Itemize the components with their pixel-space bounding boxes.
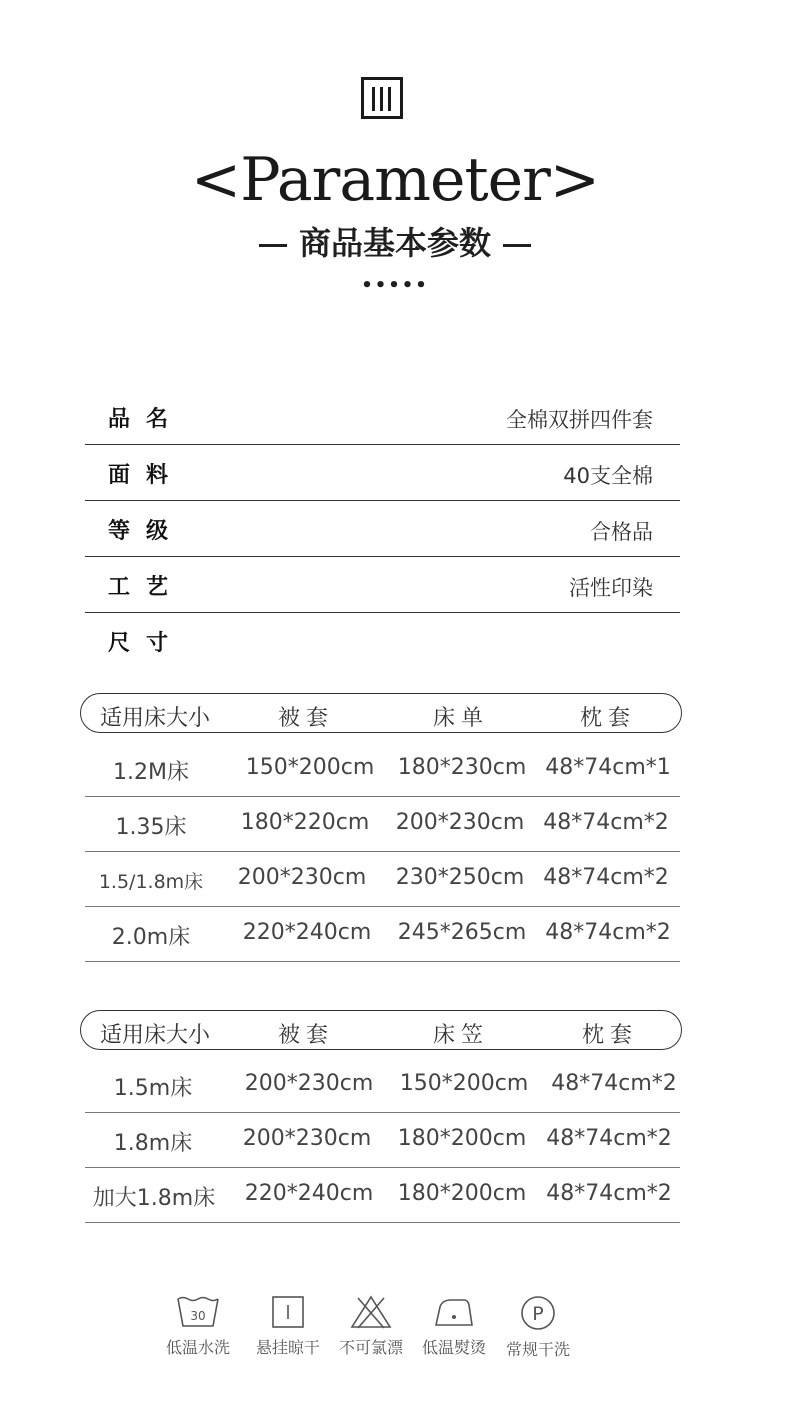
param-value: 合格品 <box>590 520 653 544</box>
care-wash-30 <box>158 1295 238 1358</box>
size-table-2-header <box>80 1010 682 1050</box>
page-title-cn <box>0 220 790 266</box>
pillowcase-cell: 48*74cm*2 <box>543 810 669 835</box>
bed-size-cell: 2.0m床 <box>111 925 191 950</box>
table-row <box>85 852 680 907</box>
column-header: 枕套 <box>579 706 636 731</box>
dry-clean-p-icon <box>515 1295 561 1331</box>
duvet-cell: 220*240cm <box>242 920 372 945</box>
param-row-size <box>85 614 680 669</box>
low-iron-icon <box>431 1295 477 1329</box>
care-label: 常规干洗 <box>505 1340 570 1359</box>
param-row-craft <box>85 558 680 613</box>
pillowcase-cell: 48*74cm*2 <box>551 1071 677 1096</box>
pillowcase-cell: 48*74cm*2 <box>545 920 671 945</box>
logo-icon <box>361 77 403 119</box>
page-title-en: <Parameter> <box>190 145 600 215</box>
column-header: 枕套 <box>581 1023 638 1048</box>
wash-temp-text: 30 <box>190 1309 206 1323</box>
sheet-cell: 230*250cm <box>395 865 525 890</box>
table-row <box>85 797 680 852</box>
care-label: 不可氯漂 <box>338 1338 403 1357</box>
bed-size-cell: 加大1.8m床 <box>92 1186 216 1211</box>
param-label: 尺寸 <box>108 631 185 656</box>
table-row <box>85 907 680 962</box>
duvet-cell: 150*200cm <box>245 755 375 780</box>
duvet-cell: 200*230cm <box>244 1071 374 1096</box>
column-header: 被套 <box>277 1023 334 1048</box>
bed-size-cell: 1.5m床 <box>113 1076 193 1101</box>
bed-size-cell: 1.35床 <box>115 815 187 840</box>
fitted-sheet-cell: 150*200cm <box>399 1071 529 1096</box>
care-label: 悬挂晾干 <box>255 1338 320 1357</box>
column-header: 适用床大小 <box>99 1023 210 1048</box>
param-label: 面料 <box>108 463 185 488</box>
column-header: 床笠 <box>432 1023 489 1048</box>
sheet-cell: 200*230cm <box>395 810 525 835</box>
pillowcase-cell: 48*74cm*2 <box>546 1181 672 1206</box>
duvet-cell: 200*230cm <box>242 1126 372 1151</box>
duvet-cell: 180*220cm <box>240 810 370 835</box>
decorative-dots: ••••• <box>361 275 429 296</box>
wash-30-icon <box>175 1295 221 1329</box>
size-table-1-header <box>80 693 682 733</box>
care-hang-dry <box>248 1295 328 1358</box>
title-dash-right <box>503 244 531 247</box>
table-row <box>85 1113 680 1168</box>
column-header: 被套 <box>277 706 334 731</box>
column-header: 床单 <box>432 706 489 731</box>
pillowcase-cell: 48*74cm*2 <box>546 1126 672 1151</box>
param-row-name <box>85 390 680 445</box>
sheet-cell: 180*230cm <box>397 755 527 780</box>
pillowcase-cell: 48*74cm*2 <box>543 865 669 890</box>
param-value: 活性印染 <box>569 576 653 600</box>
param-value: 40支全棉 <box>563 464 653 488</box>
table-row <box>85 1168 680 1223</box>
param-label: 等级 <box>108 519 185 544</box>
fitted-sheet-cell: 180*200cm <box>397 1181 527 1206</box>
title-cn-text: 商品基本参数 <box>298 224 491 262</box>
duvet-cell: 220*240cm <box>244 1181 374 1206</box>
dry-clean-letter: P <box>532 1303 544 1325</box>
no-bleach-icon <box>348 1295 394 1329</box>
table-row <box>85 1058 680 1113</box>
pillowcase-cell: 48*74cm*1 <box>545 755 671 780</box>
care-low-iron <box>414 1295 494 1358</box>
bed-size-cell: 1.8m床 <box>113 1131 193 1156</box>
duvet-cell: 200*230cm <box>237 865 367 890</box>
param-row-fabric <box>85 446 680 501</box>
bed-size-cell: 1.2M床 <box>113 760 189 785</box>
param-label: 品名 <box>108 407 185 432</box>
care-label: 低温水洗 <box>165 1338 230 1357</box>
column-header: 适用床大小 <box>99 706 210 731</box>
param-row-grade <box>85 502 680 557</box>
hang-dry-icon <box>265 1295 311 1329</box>
care-label: 低温熨烫 <box>421 1338 486 1357</box>
care-no-bleach <box>331 1295 411 1358</box>
param-value: 全棉双拼四件套 <box>506 408 653 432</box>
sheet-cell: 245*265cm <box>397 920 527 945</box>
care-dry-clean <box>498 1295 578 1360</box>
fitted-sheet-cell: 180*200cm <box>397 1126 527 1151</box>
bed-size-cell: 1.5/1.8m床 <box>98 871 204 893</box>
title-dash-left <box>259 244 287 247</box>
table-row <box>85 742 680 797</box>
param-label: 工艺 <box>108 575 185 600</box>
